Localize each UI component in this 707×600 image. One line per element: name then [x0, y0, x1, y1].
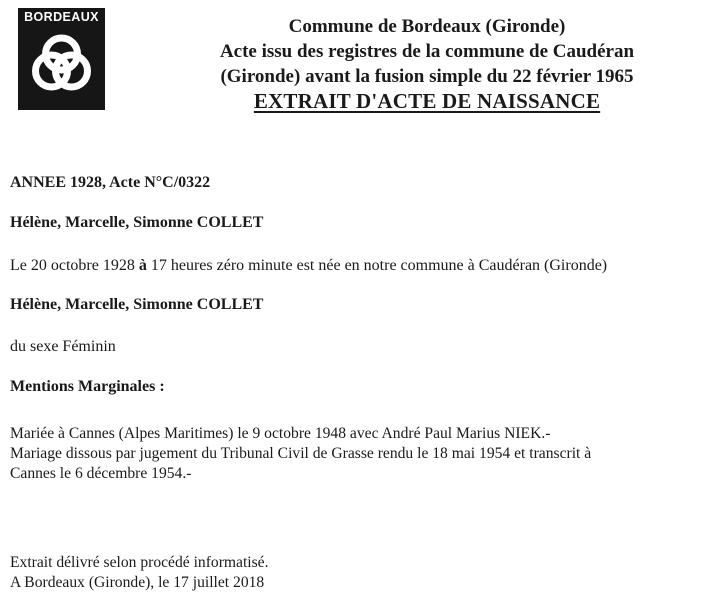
header-source-registry: Acte issu des registres de la commune de Caudéran — [219, 41, 635, 62]
mention-line: Mariage dissous par jugement du Tribunal Civil de Grasse rendu le 18 mai 1954 et transcrit à — [10, 445, 592, 462]
birth-statement — [10, 256, 607, 276]
name-heading: Hélène, Marcelle, Simonne COLLET — [10, 214, 264, 231]
footer-delivery-note: Extrait délivré selon procédé informatisé. — [10, 554, 269, 571]
name-repeat: Hélène, Marcelle, Simonne COLLET — [10, 296, 264, 313]
mention-line: Mariée à Cannes (Alpes Maritimes) le 9 octobre 1948 avec André Paul Marius NIEK.- — [10, 425, 551, 442]
year-act-number: ANNEE 1928, Acte N°C/0322 — [10, 174, 211, 191]
marginal-mentions — [10, 424, 700, 484]
document-header — [150, 14, 704, 115]
header-fusion-date: (Gironde) avant la fusion simple du 22 février 1965 — [220, 66, 634, 87]
marginal-mentions-heading: Mentions Marginales : — [10, 378, 165, 395]
birth-statement-date: Le 20 octobre 1928 — [10, 257, 139, 274]
footer-place-date: A Bordeaux (Gironde), le 17 juillet 2018 — [10, 574, 265, 591]
sex-statement: du sexe Féminin — [10, 338, 116, 355]
bordeaux-logo — [18, 8, 105, 110]
logo-text: BORDEAUX — [24, 10, 99, 24]
birth-statement-details: 17 heures zéro minute est née en notre commune à Caudéran (Gironde) — [146, 257, 608, 274]
mention-line: Cannes le 6 décembre 1954.- — [10, 465, 192, 482]
birth-statement-at: à — [138, 257, 147, 274]
header-commune: Commune de Bordeaux (Gironde) — [288, 16, 566, 37]
document-title: EXTRAIT D'ACTE DE NAISSANCE — [253, 89, 601, 113]
document-footer — [10, 553, 269, 593]
